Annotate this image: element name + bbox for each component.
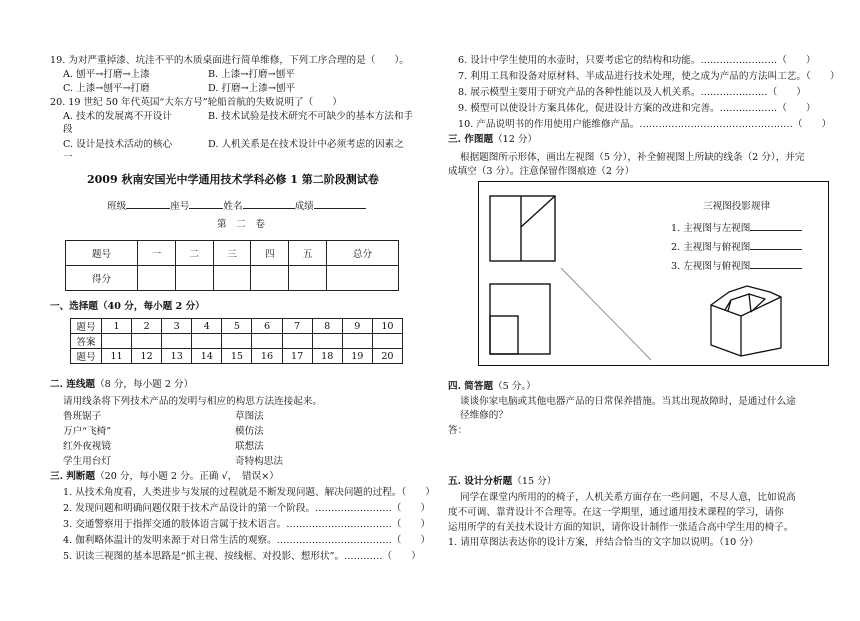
match-left-item[interactable]: 红外夜视镜 [63, 441, 111, 452]
score-table-row [66, 266, 399, 291]
score-cell[interactable] [326, 266, 398, 291]
answer-cell[interactable] [132, 334, 162, 349]
class-label: 班级 [107, 201, 127, 212]
answer-cell[interactable] [372, 334, 402, 349]
judge-item: 8. 展示模型主要用于研究产品的各种性能以及人机关系。…………………（ ） [458, 87, 806, 98]
design-section-note: （15 分） [512, 476, 557, 487]
grid-number: 1 [102, 319, 132, 334]
score-cell[interactable] [175, 266, 213, 291]
score-cell[interactable] [213, 266, 251, 291]
judge-item: 3. 交通警察用于指挥交通的肢体语言属于技术语言。……………………………（ ） [63, 519, 431, 530]
q20-stem: 20. 19 世纪 50 年代英国“大东方号”轮船首航的失败说明了（ ） [50, 97, 342, 108]
q20-option-d-wrap: 一 [63, 152, 73, 163]
design-answer-area[interactable] [448, 552, 828, 602]
answer-cell[interactable] [102, 334, 132, 349]
grid-label: 题号 [71, 319, 102, 334]
match-right-item[interactable]: 联想法 [235, 441, 264, 452]
answer-cell[interactable] [312, 334, 342, 349]
judge-item: 7. 利用工具和设备对原材料、半成品进行技术处理，使之成为产品的方法叫工艺。（ ） [458, 71, 840, 82]
student-info-row [107, 198, 366, 213]
grid-number: 14 [192, 349, 222, 364]
projection-rule-label: 2. 主视图与俯视图 [671, 242, 751, 253]
q20-option-c: C. 设计是技术活动的核心 [63, 139, 173, 150]
grid-number: 15 [222, 349, 252, 364]
judge-item: 6. 设计中学生使用的水壶时，只要考虑它的结构和功能。……………………（ ） [458, 55, 816, 66]
drawing-section-title: 三. 作图题 [448, 134, 494, 145]
seat-blank[interactable] [189, 198, 223, 209]
grid-number: 4 [192, 319, 222, 334]
projection-rule [671, 258, 802, 273]
projection-rule-label: 3. 左视图与俯视图 [671, 261, 751, 272]
answer-cell[interactable] [162, 334, 192, 349]
section1-heading: 一、选择题（40 分，每小题 2 分） [50, 301, 205, 312]
projection-rule [671, 220, 802, 235]
answer-cell[interactable] [222, 334, 252, 349]
projection-rule [671, 239, 802, 254]
answer-cell[interactable] [282, 334, 312, 349]
isometric-solid [711, 286, 781, 356]
grid-label: 答案 [71, 334, 102, 349]
q20-option-d: D. 人机关系是在技术设计中必须考虑的因素之 [208, 139, 404, 150]
grid-number: 7 [282, 319, 312, 334]
section3-note: （20 分，每小题 2 分。正确 √， 错误×） [95, 471, 279, 482]
section2-heading [50, 378, 193, 391]
judge-item: 2. 发现问题和明确问题仅限于技术产品设计的第一个阶段。……………………（ ） [63, 503, 431, 514]
design-question-line: 运用所学的有关技术设计方面的知识，请你设计制作一张适合高中学生用的椅子。 [448, 522, 794, 533]
grid-number: 9 [342, 319, 372, 334]
drawing-instruction-line: 根据题图所示形体，画出左视图（5 分），补全俯视图上所缺的线条（2 分），并完 [460, 152, 805, 163]
score-cell[interactable] [289, 266, 327, 291]
score-header-cell: 一 [138, 241, 176, 266]
section2-intro: 请用线条将下列技术产品的发明与相应的构思方法连接起来。 [63, 396, 323, 407]
grid-label: 题号 [71, 349, 102, 364]
three-view-figure [479, 182, 828, 365]
short-answer-title: 四. 简答题 [448, 381, 494, 392]
score-blank[interactable] [314, 198, 366, 209]
q19-option-c: C. 上漆→刨平→打磨 [63, 83, 150, 94]
q20-option-a-wrap: 段 [63, 124, 73, 135]
q19-option-d: D. 打磨→上漆→刨平 [208, 83, 296, 94]
seat-label: 座号 [170, 201, 190, 212]
short-answer-area[interactable] [470, 424, 820, 468]
score-label: 成绩 [294, 201, 314, 212]
grid-number: 18 [312, 349, 342, 364]
section3-title: 三. 判断题 [50, 471, 96, 482]
answer-cell[interactable] [192, 334, 222, 349]
judge-item: 10. 产品说明书的作用使用户能维修产品。…………………………………………（ ） [458, 119, 832, 130]
projection-rule-blank[interactable] [750, 220, 802, 231]
projection-rules-title: 三视图投影规律 [703, 201, 771, 212]
answer-grid-row [71, 319, 403, 334]
design-question-line: 同学在课堂内所用的的椅子，人机关系方面存在一些问题，不尽人意，比如说高 [460, 492, 796, 503]
design-subquestion: 1. 请用草图法表达你的设计方案，并结合恰当的文字加以说明。（10 分） [448, 537, 759, 548]
class-blank[interactable] [126, 198, 170, 209]
grid-number: 2 [132, 319, 162, 334]
answer-grid-row [71, 334, 403, 349]
match-left-item[interactable]: 学生用台灯 [63, 456, 111, 467]
score-header-cell: 三 [213, 241, 251, 266]
grid-number: 12 [132, 349, 162, 364]
match-right-item[interactable]: 奇特构思法 [235, 456, 283, 467]
score-header-cell: 五 [289, 241, 327, 266]
exam-title: 2009 秋南安国光中学通用技术学科必修 1 第二阶段测试卷 [87, 173, 379, 186]
drawing-box[interactable] [478, 181, 829, 366]
short-answer-heading [448, 380, 536, 393]
score-table-header [66, 241, 399, 266]
grid-number: 5 [222, 319, 252, 334]
drawing-instruction-line: 成填空（3 分）。注意保留作图痕迹（2 分） [448, 166, 635, 177]
projection-rule-blank[interactable] [750, 258, 802, 269]
name-blank[interactable] [243, 198, 295, 209]
front-view [490, 196, 555, 261]
short-answer-question: 径维修的？ [460, 410, 508, 421]
judge-item: 5. 识读三视图的基本思路是“抓主视、按线框、对投影、想形状”。…………（ ） [63, 551, 421, 562]
score-header-cell: 总分 [326, 241, 398, 266]
q20-option-a: A. 技术的发展离不开设计 [63, 111, 172, 122]
volume-label: 第 二 卷 [217, 219, 265, 230]
grid-number: 19 [342, 349, 372, 364]
q19-stem: 19. 为对严重掉漆、坑洼不平的木质桌面进行简单维修，下列工序合理的是（ ）。 [50, 55, 409, 66]
answer-cell[interactable] [342, 334, 372, 349]
judge-item: 9. 模型可以使设计方案具体化，促进设计方案的改进和完善。………………（ ） [458, 103, 816, 114]
match-left-item[interactable]: 万户“飞椅” [63, 426, 112, 437]
projection-rule-blank[interactable] [750, 239, 802, 250]
answer-grid [70, 318, 403, 364]
section2-title: 二. 连线题 [50, 379, 96, 390]
answer-label: 答： [448, 425, 468, 436]
grid-number: 6 [252, 319, 282, 334]
design-section-title: 五. 设计分析题 [448, 476, 513, 487]
short-answer-note: （5 分。） [493, 381, 536, 392]
drawing-section-note: （12 分） [493, 134, 538, 145]
short-answer-question: 谈谈你家电脑或其他电器产品的日常保养措施。当其出现故障时，是通过什么途 [460, 396, 796, 407]
projection-line [561, 268, 651, 360]
name-label: 姓名 [223, 201, 243, 212]
match-left-item[interactable]: 鲁班锯子 [63, 411, 102, 422]
score-header-cell: 二 [175, 241, 213, 266]
grid-number: 8 [312, 319, 342, 334]
projection-rule-label: 1. 主视图与左视图 [671, 223, 751, 234]
match-right-item[interactable]: 草图法 [235, 411, 264, 422]
score-header-cell: 四 [251, 241, 289, 266]
design-question-line: 度不可调、靠背设计不合理等。在这一学期里，通过通用技术课程的学习，请你 [448, 507, 784, 518]
score-cell[interactable] [138, 266, 176, 291]
top-view [490, 284, 550, 354]
judge-item: 1. 从技术角度看，人类进步与发展的过程就是不断发现问题、解决问题的过程。（ ） [63, 487, 435, 498]
score-header-cell: 题号 [66, 241, 138, 266]
design-section-heading [448, 475, 556, 488]
q20-option-b: B. 技术试验是技术研究不可缺少的基本方法和手 [208, 111, 414, 122]
q19-option-a: A. 刨平→打磨→上漆 [63, 69, 150, 80]
q19-option-b: B. 上漆→打磨→刨平 [208, 69, 295, 80]
grid-number: 13 [162, 349, 192, 364]
answer-grid-row [71, 349, 403, 364]
grid-number: 10 [372, 319, 402, 334]
drawing-section-heading [448, 133, 537, 146]
score-cell[interactable] [251, 266, 289, 291]
score-row-label: 得分 [66, 266, 138, 291]
grid-number: 16 [252, 349, 282, 364]
score-table [65, 240, 399, 291]
answer-cell[interactable] [252, 334, 282, 349]
grid-number: 17 [282, 349, 312, 364]
grid-number: 20 [372, 349, 402, 364]
grid-number: 11 [102, 349, 132, 364]
section3-heading [50, 470, 279, 483]
grid-number: 3 [162, 319, 192, 334]
match-right-item[interactable]: 模仿法 [235, 426, 264, 437]
section2-note: （8 分，每小题 2 分） [95, 379, 194, 390]
judge-item: 4. 伽利略体温计的发明来源于对日常生活的观察。………………………………（ ） [63, 535, 431, 546]
